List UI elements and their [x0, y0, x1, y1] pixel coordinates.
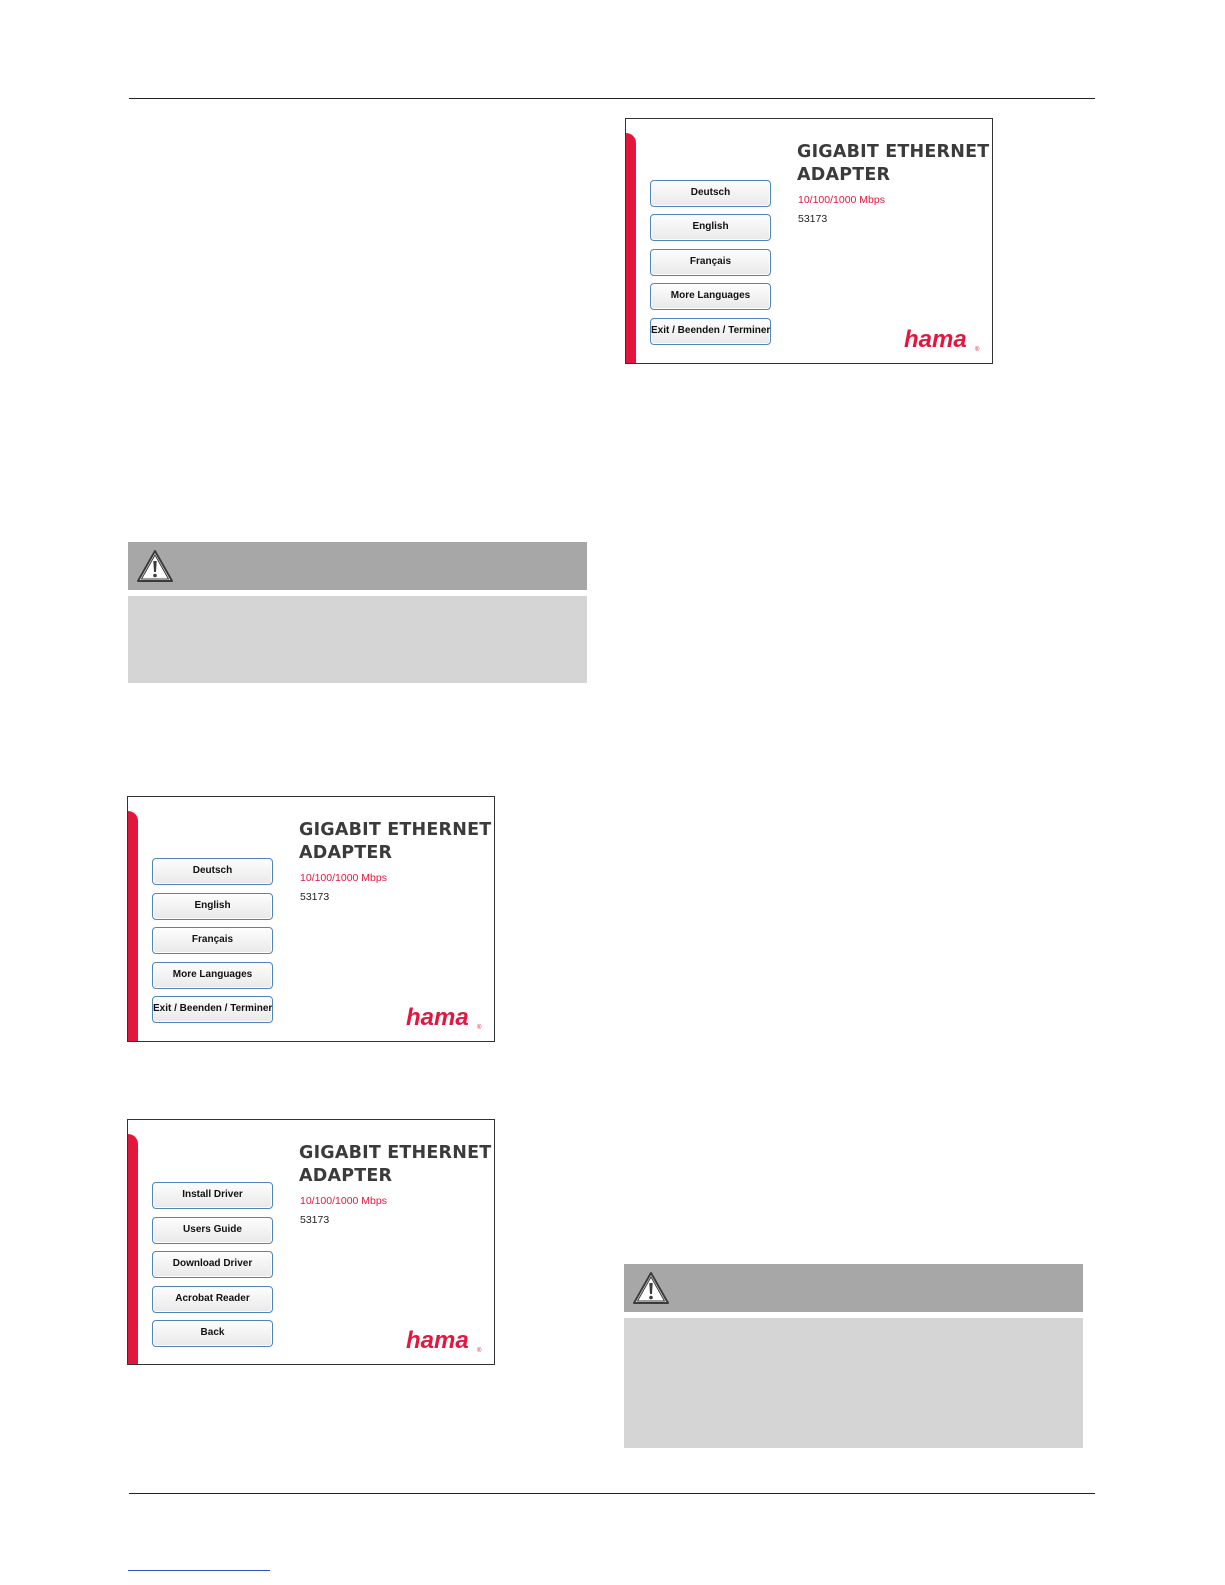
- button-acrobat-reader[interactable]: Acrobat Reader: [152, 1286, 273, 1313]
- svg-text:®: ®: [975, 347, 980, 353]
- button-download-driver[interactable]: Download Driver: [152, 1251, 273, 1278]
- product-title-line1: GIGABIT ETHERNET: [299, 820, 492, 840]
- hama-logo: [904, 325, 984, 355]
- product-model: 53173: [300, 1214, 330, 1226]
- hama-logo: [406, 1326, 486, 1356]
- warning-box-header: [128, 542, 587, 590]
- button-english[interactable]: English: [650, 214, 771, 241]
- product-title: [299, 819, 491, 865]
- product-title-line1: GIGABIT ETHERNET: [797, 142, 990, 162]
- product-model: 53173: [798, 213, 828, 225]
- warning-box-header: [624, 1264, 1083, 1312]
- button-francais[interactable]: Français: [152, 927, 273, 954]
- header-rule: [129, 98, 1095, 99]
- button-english[interactable]: English: [152, 893, 273, 920]
- svg-text:®: ®: [477, 1025, 482, 1031]
- product-title-line2: ADAPTER: [299, 1166, 393, 1186]
- button-users-guide[interactable]: Users Guide: [152, 1217, 273, 1244]
- button-more-languages[interactable]: More Languages: [152, 962, 273, 989]
- button-back[interactable]: Back: [152, 1320, 273, 1347]
- footer-link-underline: [128, 1570, 270, 1571]
- product-speed: 10/100/1000 Mbps: [300, 1195, 387, 1207]
- product-speed: 10/100/1000 Mbps: [798, 194, 885, 206]
- product-title-line2: ADAPTER: [797, 165, 891, 185]
- product-model: 53173: [300, 891, 330, 903]
- brand-red-bar: [626, 133, 636, 364]
- product-title-line1: GIGABIT ETHERNET: [299, 1143, 492, 1163]
- product-speed: 10/100/1000 Mbps: [300, 872, 387, 884]
- footer-rule: [129, 1493, 1095, 1494]
- hama-logo-text: hama: [406, 1004, 469, 1031]
- warning-triangle-icon: [136, 548, 174, 584]
- product-title: [797, 141, 989, 187]
- hama-logo-text: hama: [904, 326, 967, 353]
- button-exit[interactable]: Exit / Beenden / Terminer: [152, 996, 273, 1023]
- button-install-driver[interactable]: Install Driver: [152, 1182, 273, 1209]
- installer-window-language-top: [625, 118, 993, 364]
- product-title: [299, 1142, 491, 1188]
- warning-box-body: [624, 1318, 1083, 1448]
- hama-logo-text: hama: [406, 1327, 469, 1354]
- product-title-line2: ADAPTER: [299, 843, 393, 863]
- hama-logo: [406, 1003, 486, 1033]
- warning-triangle-icon: [632, 1270, 670, 1306]
- button-deutsch[interactable]: Deutsch: [152, 858, 273, 885]
- button-deutsch[interactable]: Deutsch: [650, 180, 771, 207]
- button-francais[interactable]: Français: [650, 249, 771, 276]
- button-exit[interactable]: Exit / Beenden / Terminer: [650, 318, 771, 345]
- installer-window-language: [127, 796, 495, 1042]
- brand-red-bar: [128, 811, 138, 1042]
- installer-window-main-menu: [127, 1119, 495, 1365]
- svg-text:®: ®: [477, 1348, 482, 1354]
- button-more-languages[interactable]: More Languages: [650, 283, 771, 310]
- warning-box-body: [128, 596, 587, 683]
- brand-red-bar: [128, 1134, 138, 1365]
